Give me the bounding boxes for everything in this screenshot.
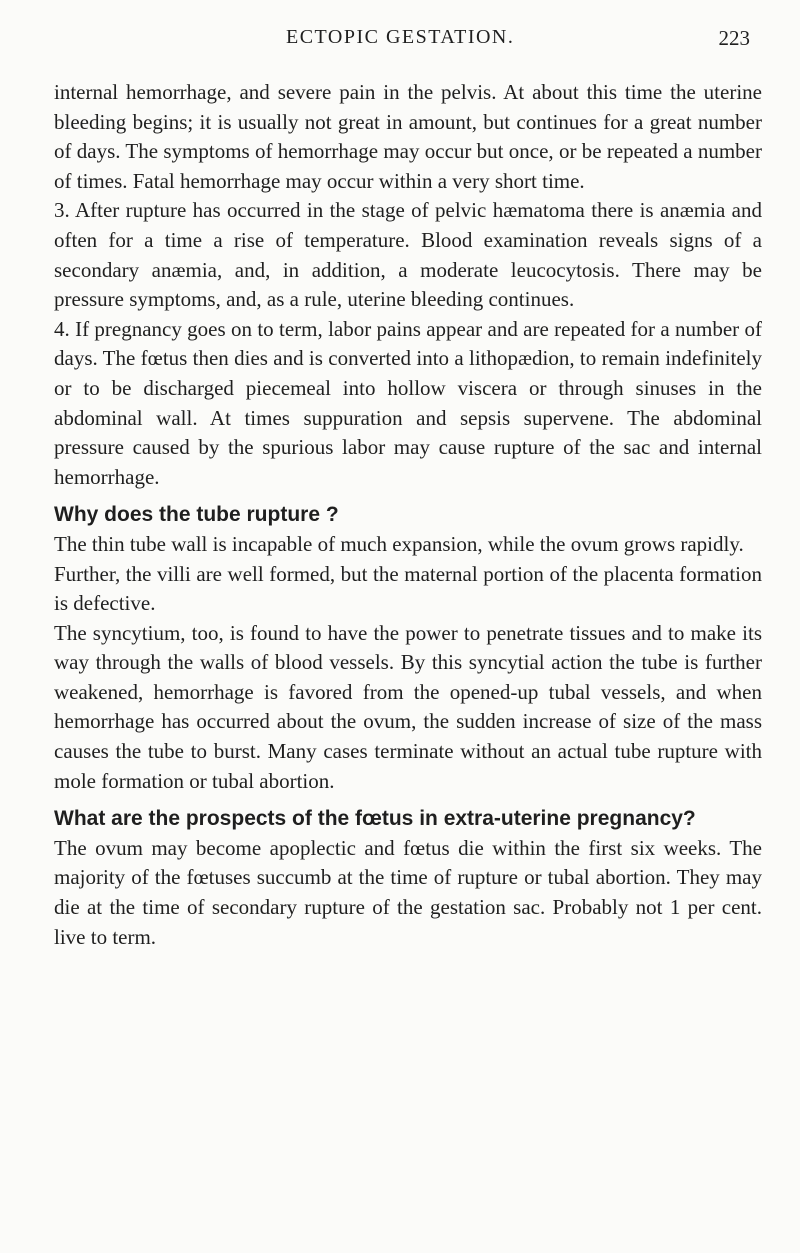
paragraph-rupture-3: The syncytium, too, is found to have the power to penetrate tissues and to make its way through the walls of blood vessels. By this syncytial action the tube is further weakened, hemorrhage is favored from the opened-up tubal vessels, and when hemorrhage has occurred about the ovum, the sudden increase of size of the mass causes the tube to burst. Many cases terminate without an actual tube rupture with mole formation or tubal abortion. [54, 620, 762, 793]
question-heading-rupture: Why does the tube rupture ? [54, 503, 339, 527]
paragraph-item-3: 3. After rupture has occurred in the stage of pelvic hæmatoma there is anæmia and often for a time a rise of temperature. Blood examination reveals signs of a secondary anæmia, and, in addition, a moderate leucocytosis. There may be pressure symptoms, and, as a rule, uterine bleeding continues. [54, 198, 762, 312]
page-header [286, 0, 750, 62]
paragraph-rupture-1: The thin tube wall is incapable of much expansion, while the ovum grows rapidly. [54, 531, 744, 556]
paragraph-prospects: The ovum may become apoplectic and fœtus die within the first six weeks. The majority of the fœtuses succumb at the time of rupture or tubal abortion. They may die at the time of secondary rupture of the gestation sac. Probably not 1 per cent. live to term. [54, 835, 762, 949]
paragraph-rupture-2: Further, the villi are well formed, but the maternal portion of the placenta formation is defective. [54, 561, 762, 616]
question-heading-prospects: What are the prospects of the fœtus in extra-uterine pregnancy? [54, 807, 696, 831]
paragraph-intro: internal hemorrhage, and severe pain in the pelvis. At about this time the uterine bleeding begins; it is usually not great in amount, but continues for a great number of days. The symptoms of hemorrhage may occur but once, or be repeated a number of times. Fatal hemorrhage may occur within a very short time. [54, 80, 762, 193]
body-text [54, 78, 762, 952]
paragraph-item-4: 4. If pregnancy goes on to term, labor pains appear and are repeated for a number of days. The fœtus then dies and is converted into a lithopædion, to remain indefinitely or to be discharged piecemeal into hollow viscera or through sinuses in the abdominal wall. At times suppuration and sepsis supervene. The abdominal pressure caused by the spurious labor may cause rupture of the sac and internal hemorrhage. [54, 316, 762, 489]
running-head: ECTOPIC GESTATION. [286, 26, 515, 48]
page-number: 223 [718, 26, 750, 50]
